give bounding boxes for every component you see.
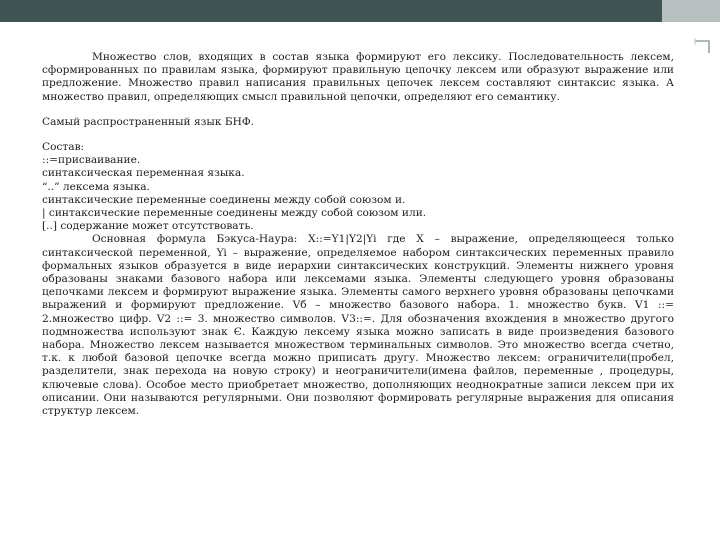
slide-top-band [0,0,720,22]
main-paragraph: Основная формула Бэкуса-Наура: X::=Y1|Y2|Yi где X – выражение, определяющееся только синтаксической переменной, Yi – выражение, определяемое набором синтаксических переменных правило формальных языков образуется в виде иерархии синтаксических конструкций. Элементы нижнего уровня образованы знаками базового набора или лексемами языка. Элементы следующего уровня образованы цепочками лексем и формируют выражение языка. Элементы самого верхнего уровня образованы цепочками выражений и формируют предложение. Vб – множество базового набора. 1. множество букв. V1 ::= 2.множество цифр. V2 ::= 3. множество символов. V3::=. Для обозначения вхождения в множество другого подмножества используют знак Є. Каждую лексему языка можно записать в виде произведения базового набора. Множество лексем называется множеством терминальных символов. Это множество всегда счетно, т.к. к любой базовой цепочке всегда можно приписать другу. Множество лексем: ограничители(пробел, разделители, знак перехода на новую строку) и неограничители(имена файлов, переменные , процедуры, ключевые слова). Особое место приобретает множество, дополняющих неоднократные записи лексем при их описании. Они называются регулярными. Они позволяют формировать регулярные выражения для описания структур лексем. [42,233,674,418]
composition-item: синтаксические переменные соединены между собой союзом и. [42,193,406,206]
top-band-dark-segment [0,0,662,22]
slide-corner-arrow-icon [693,36,711,54]
composition-item: “..” лексема языка. [42,180,150,193]
composition-item: [..] содержание может отсутствовать. [42,220,254,233]
composition-item: | синтаксические переменные соединены между собой союзом или. [42,207,427,220]
composition-item: ::=присваивание. [42,154,141,167]
composition-title: Состав: [42,141,85,154]
top-band-light-segment [662,0,720,22]
intro-paragraph: Множество слов, входящих в состав языка формируют его лексику. Последовательность лексем, сформированных по правилам языка, формируют правильную цепочку лексем или образуют выражение или предложение. Множество правил написания правильных цепочек лексем составляют синтаксис языка. А множество правил, определяющих смысл правильной цепочки, определяют его семантику. [42,51,674,103]
bnf-heading: Самый распространенный язык БНФ. [42,115,255,128]
composition-item: синтаксическая переменная языка. [42,167,245,180]
document-body [42,51,674,418]
